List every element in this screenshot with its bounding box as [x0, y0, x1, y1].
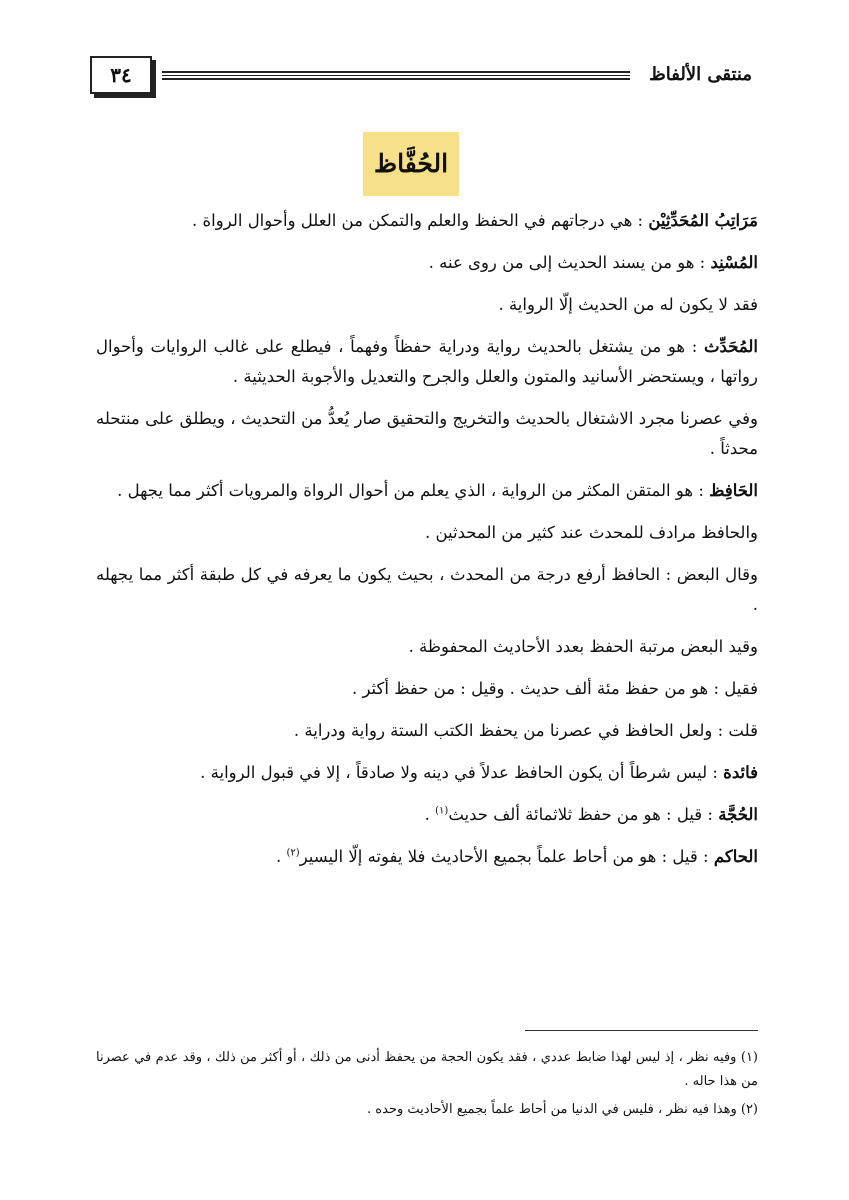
paragraph — [96, 290, 758, 320]
term: الحاكم — [713, 847, 758, 866]
footnote: (١) وفيه نظر ، إذ ليس لهذا ضابط عددي ، فقد يكون الحجة من يحفظ أدنى من ذلك ، أو أكثر من ذلك ، وقد عدم في عصرنا من هذا حاله . — [96, 1050, 758, 1089]
book-title: منتقى الألفاظ — [649, 64, 752, 85]
paragraph — [96, 716, 758, 746]
paragraph-text: : هو من يسند الحديث إلى من روى عنه . — [428, 253, 711, 272]
paragraph-end: . — [276, 847, 287, 866]
paragraph — [96, 332, 758, 392]
footnotes — [96, 1046, 758, 1126]
page-header — [90, 56, 752, 100]
footnote-divider — [525, 1030, 758, 1031]
paragraph — [96, 674, 758, 704]
main-text — [96, 206, 758, 884]
paragraph-hujja — [96, 800, 758, 830]
paragraph-text: : هو من يشتغل بالحديث رواية ودراية حفظاً وفهماً ، فيطلع على غالب الروايات وأحوال رواتها ، ويستحضر الأسانيد والمتون والعلل والجرح والتعديل والأجوبة الحديثية . — [96, 337, 758, 386]
paragraph-text: وقال البعض : الحافظ أرفع درجة من المحدث ، بحيث يكون ما يعرفه في كل طبقة أكثر مما يجهله . — [96, 565, 758, 614]
header-rule — [162, 71, 630, 80]
paragraph-text: وفي عصرنا مجرد الاشتغال بالحديث والتخريج والتحقيق صار يُعدُّ من التحديث ، ويطلق على منتحله محدثاً . — [96, 409, 758, 458]
paragraph — [96, 758, 758, 788]
term: الحَافِظ — [709, 481, 758, 500]
section-title: الحُفَّاظ — [363, 132, 459, 196]
footnote: (٢) وهذا فيه نظر ، فليس في الدنيا من أحاط علماً بجميع الأحاديث وحده . — [367, 1102, 758, 1117]
paragraph-text: فقد لا يكون له من الحديث إلّا الرواية . — [498, 295, 758, 314]
term: المُسْنِد — [710, 253, 758, 272]
paragraph-end: . — [424, 805, 436, 824]
footnote-ref[interactable]: (٢) — [286, 847, 300, 859]
paragraph-text: وقيد البعض مرتبة الحفظ بعدد الأحاديث المحفوظة . — [408, 637, 758, 656]
paragraph — [96, 632, 758, 662]
paragraph-text: فقيل : هو من حفظ مئة ألف حديث . وقيل : من حفظ أكثر . — [351, 679, 758, 698]
paragraph-text: : ليس شرطاً أن يكون الحافظ عدلاً في دينه ولا صادقاً ، إلا في قبول الرواية . — [200, 763, 724, 782]
paragraph-text: والحافظ مرادف للمحدث عند كثير من المحدثين . — [424, 523, 758, 542]
paragraph-text: : قيل : هو من حفظ ثلاثمائة ألف حديث — [448, 805, 719, 824]
paragraph — [96, 518, 758, 548]
paragraph-text: : هو المتقن المكثر من الرواية ، الذي يعلم من أحوال الرواة والمرويات أكثر مما يجهل . — [117, 481, 710, 500]
paragraph-hakim — [96, 842, 758, 872]
paragraph-text: قلت : ولعل الحافظ في عصرنا من يحفظ الكتب الستة رواية ودراية . — [293, 721, 758, 740]
paragraph-text: : قيل : هو من أحاط علماً بجميع الأحاديث فلا يفوته إلّا اليسير — [299, 847, 714, 866]
term: المُحَدِّث — [704, 337, 758, 356]
term: فائدة — [723, 763, 758, 782]
footnote-ref[interactable]: (١) — [435, 805, 449, 817]
paragraph — [96, 206, 758, 236]
paragraph — [96, 404, 758, 464]
paragraph — [96, 248, 758, 278]
paragraph-text: : هي درجاتهم في الحفظ والعلم والتمكن من العلل وأحوال الرواة . — [192, 211, 649, 230]
paragraph — [96, 476, 758, 506]
term: مَرَاتِبُ المُحَدِّثِيْن — [648, 211, 758, 230]
term: الحُجَّة — [718, 805, 758, 824]
paragraph — [96, 560, 758, 620]
page-number: ٣٤ — [90, 56, 152, 94]
